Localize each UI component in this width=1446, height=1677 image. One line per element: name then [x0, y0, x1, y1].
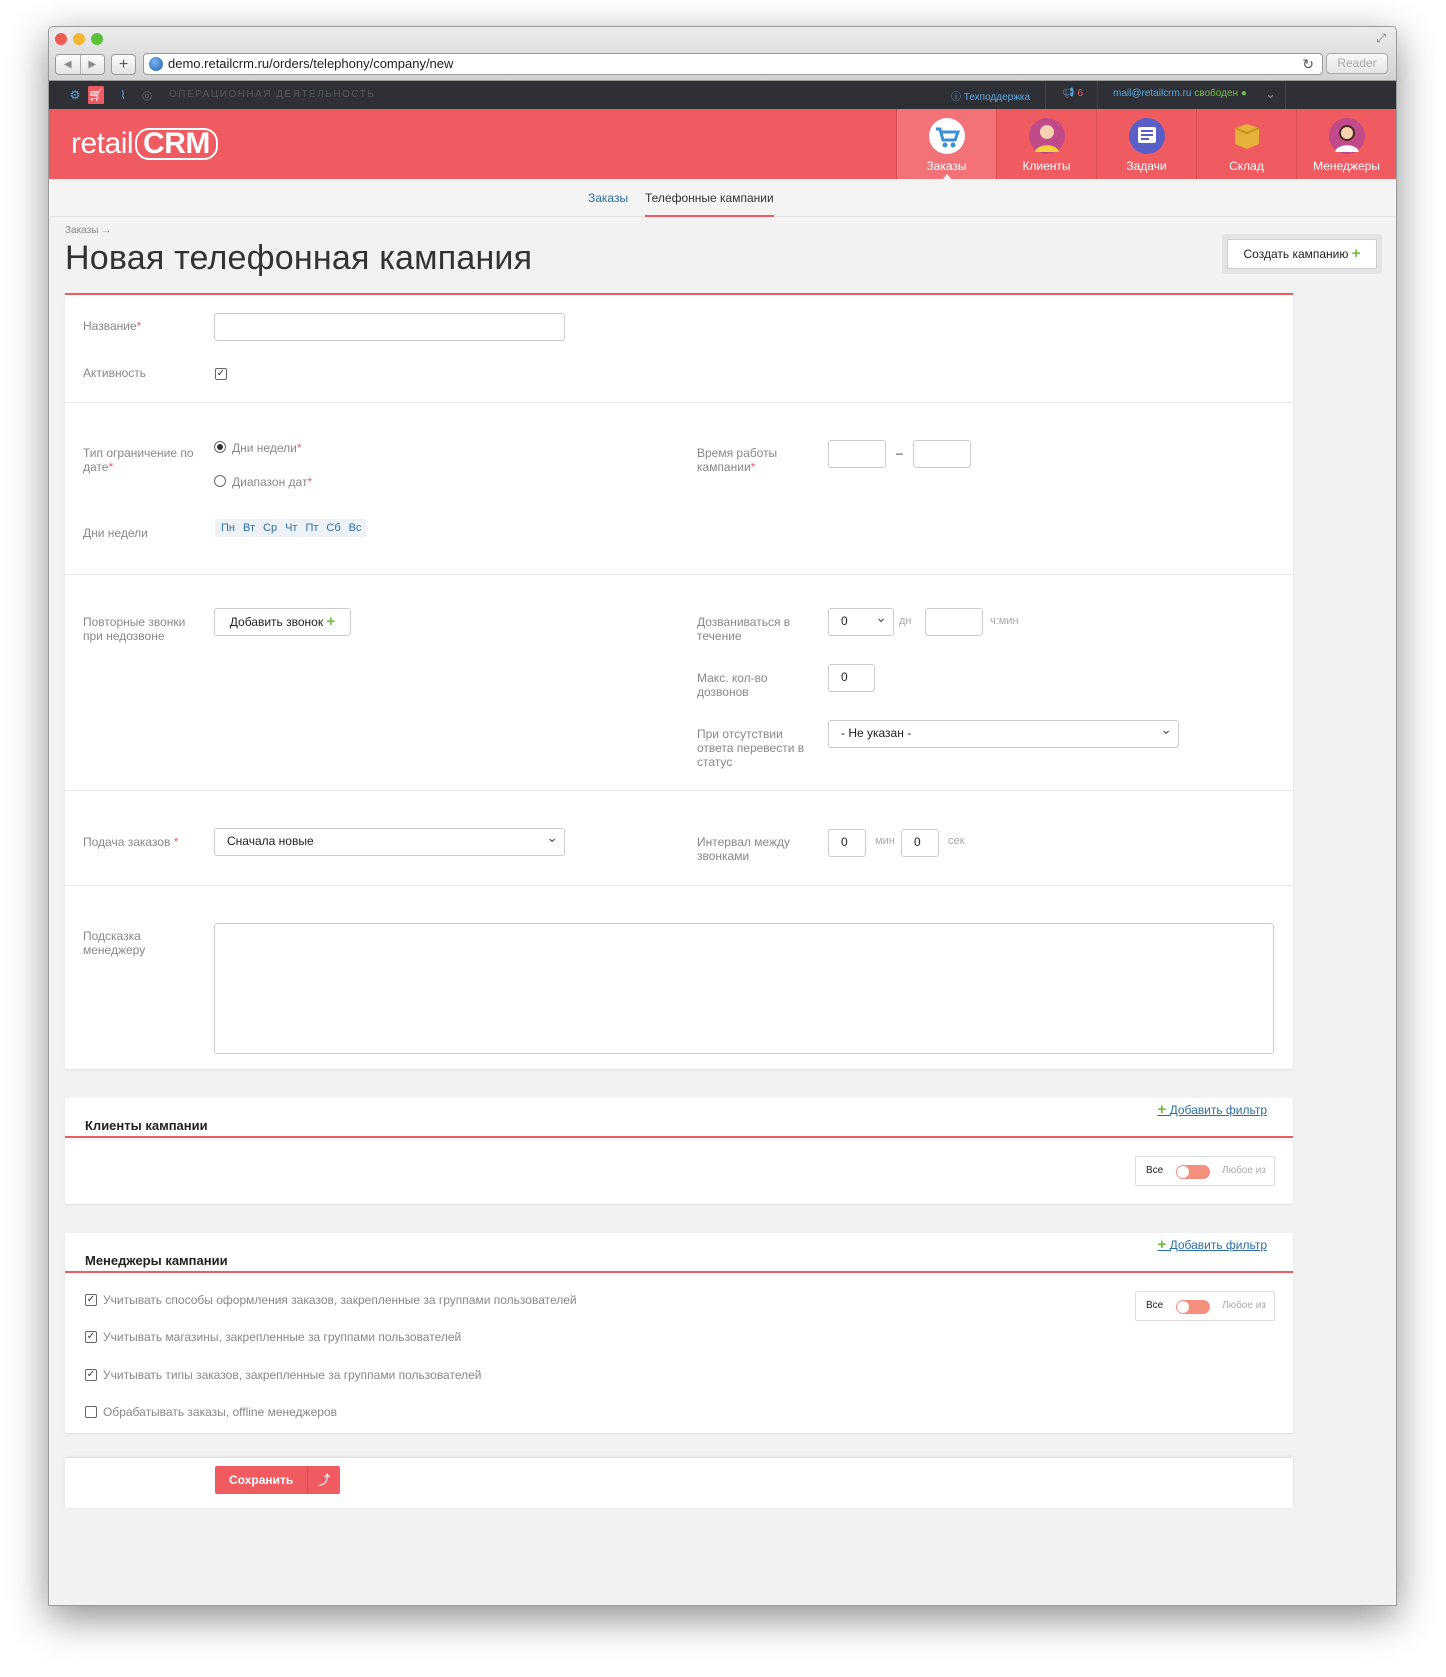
work-time-from-input[interactable]	[828, 440, 886, 468]
notifications[interactable]	[1062, 88, 1083, 99]
day-tue[interactable]: Вт	[242, 522, 255, 534]
max-calls-line2: дозвонов	[697, 685, 749, 699]
manager-icon	[1329, 118, 1365, 154]
option-label: Учитывать магазины, закрепленные за группами пользователей	[103, 1330, 462, 1344]
option-checkbox[interactable]: ✓	[86, 1294, 96, 1305]
dial-days-select[interactable]: 0 ⌄	[828, 608, 894, 636]
required-mark: *	[136, 319, 142, 333]
module-tasks[interactable]	[1096, 109, 1196, 179]
option-checkbox[interactable]	[85, 1406, 97, 1418]
page-title: Новая телефонная кампания	[65, 239, 533, 277]
repeat-calls-label	[83, 615, 185, 643]
no-answer-status-label	[697, 727, 804, 769]
max-calls-input[interactable]: 0	[828, 664, 875, 692]
day-wed[interactable]: Ср	[263, 522, 278, 534]
divider	[1285, 81, 1286, 109]
weekdays-label: Дни недели	[83, 526, 148, 540]
plus-icon: +	[1157, 1236, 1167, 1253]
module-label: Менеджеры	[1313, 159, 1380, 173]
chart-icon[interactable]: ⌇	[120, 88, 126, 102]
plus-icon: +	[326, 613, 336, 630]
cart-icon[interactable]: 🛒︎	[88, 88, 104, 102]
breadcrumb[interactable]: Заказы →	[65, 225, 112, 236]
module-nav	[896, 109, 1396, 179]
divider	[65, 790, 1293, 791]
name-label-text: Название	[83, 319, 137, 333]
active-label: Активность	[83, 366, 147, 380]
create-campaign-button[interactable]	[1227, 239, 1377, 269]
max-calls-label	[697, 671, 768, 699]
scroll-up-icon[interactable]: ⤴	[307, 1466, 340, 1494]
dial-time-input[interactable]	[925, 608, 983, 636]
target-icon[interactable]: ◎	[141, 88, 153, 102]
section-label: ОПЕРАЦИОННАЯ ДЕЯТЕЛЬНОСТЬ	[169, 89, 376, 100]
campaign-clients-section	[65, 1098, 1293, 1204]
day-sat[interactable]: Сб	[326, 522, 341, 534]
module-clients[interactable]	[996, 109, 1096, 179]
feed-label-text: Подача заказов	[83, 835, 171, 849]
feed-orders-label	[83, 835, 178, 849]
sub-navigation	[49, 179, 1396, 217]
option-label: Учитывать типы заказов, закрепленные за группами пользователей	[103, 1368, 482, 1382]
retailcrm-logo[interactable]	[71, 127, 218, 161]
history-buttons	[55, 54, 105, 75]
status-dot-icon: ●	[1240, 88, 1247, 99]
manager-hint-label	[83, 929, 145, 957]
dial-within-line1: Дозваниваться в	[697, 615, 791, 629]
unit-min: мин	[875, 835, 895, 847]
chevron-down-icon[interactable]: ⌄	[1265, 86, 1276, 101]
clients-section-title: Клиенты кампании	[85, 1118, 208, 1133]
managers-add-filter-link[interactable]	[1157, 1236, 1267, 1253]
app-topbar	[49, 81, 1396, 109]
back-button[interactable]: ◀	[56, 55, 81, 74]
required-mark: *	[173, 835, 179, 849]
user-email: mail@retailcrm.ru	[1113, 88, 1192, 99]
repeat-label-line1: Повторные звонки	[83, 615, 186, 629]
required-mark: *	[296, 441, 302, 455]
no-answer-line1: При отсутствии	[697, 727, 783, 741]
toggle-all-label: Все	[1146, 1300, 1164, 1311]
interval-sec-input[interactable]: 0	[901, 829, 939, 857]
notifications-count: 6	[1077, 88, 1084, 99]
cart-icon	[929, 118, 965, 154]
create-campaign-label: Создать кампанию	[1243, 247, 1349, 261]
save-label: Сохранить	[229, 1473, 294, 1487]
work-time-label	[697, 446, 777, 474]
fullscreen-icon[interactable]: ⤢	[1376, 31, 1386, 45]
module-label: Склад	[1229, 159, 1264, 173]
dial-within-label	[697, 615, 790, 643]
date-type-label	[83, 446, 194, 474]
managers-section-underline	[65, 1271, 1293, 1273]
module-label: Задачи	[1126, 159, 1167, 173]
person-icon	[1029, 118, 1065, 154]
name-input[interactable]	[214, 313, 565, 341]
close-window-button[interactable]	[55, 33, 67, 45]
forward-button[interactable]: ▶	[88, 59, 97, 70]
gear-icon[interactable]: ⚙	[69, 88, 81, 102]
day-mon[interactable]: Пн	[221, 522, 235, 534]
unit-days: дн	[899, 615, 912, 627]
divider	[65, 885, 1293, 886]
save-button[interactable]	[215, 1466, 340, 1494]
dial-within-line2: течение	[697, 629, 742, 643]
user-status: свободен	[1194, 88, 1239, 99]
hint-line2: менеджеру	[83, 943, 146, 957]
logo-retail: retail	[71, 127, 134, 160]
day-thu[interactable]: Чт	[285, 522, 298, 534]
module-label: Клиенты	[1022, 159, 1071, 173]
plus-icon: +	[1351, 245, 1361, 262]
app-header	[49, 109, 1396, 179]
toggle-any-label: Любое из	[1222, 1165, 1266, 1176]
url-text: demo.retailcrm.ru/orders/telephony/company/new	[168, 56, 454, 71]
work-time-label-line1: Время работы	[697, 446, 778, 460]
reload-icon[interactable]: ↻	[1302, 56, 1314, 72]
work-time-to-input[interactable]	[913, 440, 971, 468]
support-label: Техподдержка	[963, 92, 1031, 103]
subnav-telephony-campaigns[interactable]: Телефонные кампании	[645, 191, 774, 217]
add-call-label: Добавить звонок	[229, 615, 324, 629]
module-managers[interactable]	[1296, 109, 1396, 179]
work-time-label-line2: кампании	[697, 460, 751, 474]
max-calls-line1: Макс. кол-во	[697, 671, 768, 685]
managers-logic-toggle[interactable]	[1135, 1291, 1275, 1321]
managers-add-filter-label: Добавить фильтр	[1169, 1238, 1267, 1252]
work-time-dash: –	[896, 446, 903, 460]
option-label: Учитывать способы оформления заказов, закрепленные за группами пользователей	[103, 1293, 577, 1307]
repeat-label-line2: при недозвоне	[83, 629, 165, 643]
radio-weekdays-text: Дни недели	[232, 441, 297, 455]
radio-date-range-label[interactable]	[232, 475, 312, 489]
interval-min-input[interactable]: 0	[828, 829, 866, 857]
minimize-window-button[interactable]	[73, 33, 85, 45]
add-call-button[interactable]	[214, 608, 351, 636]
managers-section-title: Менеджеры кампании	[85, 1253, 228, 1268]
toggle-any-label: Любое из	[1222, 1300, 1266, 1311]
unit-sec: сек	[948, 835, 965, 847]
toggle-all-label: Все	[1146, 1165, 1164, 1176]
radio-weekdays-label[interactable]	[232, 441, 301, 455]
clients-add-filter-label: Добавить фильтр	[1169, 1103, 1267, 1117]
toggle-switch[interactable]	[1176, 1300, 1210, 1314]
save-bar	[65, 1458, 1293, 1508]
toggle-switch[interactable]	[1176, 1165, 1210, 1179]
clients-add-filter-link[interactable]	[1157, 1101, 1267, 1118]
interval-label	[697, 835, 790, 863]
create-campaign-wrapper	[1222, 234, 1382, 274]
list-icon	[1129, 118, 1165, 154]
user-menu[interactable]	[1113, 88, 1247, 99]
divider	[65, 402, 1293, 403]
browser-window	[48, 26, 1397, 1606]
no-answer-line2: ответа перевести в	[697, 741, 805, 755]
reader-button[interactable]: Reader	[1326, 53, 1388, 74]
required-mark: *	[307, 475, 313, 489]
browser-toolbar	[49, 27, 1396, 81]
radio-date-range[interactable]	[214, 475, 226, 487]
campaign-managers-section	[65, 1233, 1293, 1433]
option-label: Обрабатывать заказы, offline менеджеров	[103, 1405, 337, 1419]
date-type-label-line1: Тип ограничение по	[83, 446, 194, 460]
address-bar[interactable]	[143, 53, 1323, 75]
radio-weekdays[interactable]	[214, 441, 226, 453]
clients-section-underline	[65, 1136, 1293, 1138]
required-mark: *	[750, 460, 756, 474]
day-fri[interactable]: Пт	[305, 522, 319, 534]
divider	[1097, 81, 1098, 109]
feed-orders-select[interactable]: Сначала новые ⌄	[214, 828, 565, 856]
unit-hhmm: ч:мин	[990, 615, 1019, 627]
weekday-selector	[215, 519, 367, 537]
campaign-form	[65, 295, 1293, 1069]
no-answer-line3: статус	[697, 755, 733, 769]
day-sun[interactable]: Вс	[348, 522, 362, 534]
globe-icon	[149, 57, 163, 71]
logo-crm: CRM	[135, 128, 218, 160]
divider	[1045, 81, 1046, 109]
support-link[interactable]: ⓘ Техподдержка	[951, 92, 1031, 103]
active-checkbox[interactable]: ✓	[216, 368, 226, 379]
module-orders[interactable]	[896, 109, 996, 179]
no-answer-status-select[interactable]: - Не указан - ⌄	[828, 720, 1179, 748]
clients-logic-toggle[interactable]	[1135, 1156, 1275, 1186]
option-checkbox[interactable]: ✓	[86, 1369, 96, 1380]
box-icon	[1229, 118, 1265, 154]
date-type-label-line2: дате	[83, 460, 109, 474]
interval-line1: Интервал между	[697, 835, 791, 849]
hint-line1: Подсказка	[83, 929, 141, 943]
manager-hint-textarea[interactable]	[214, 923, 1274, 1054]
new-tab-button[interactable]: +	[111, 54, 136, 75]
name-label	[83, 319, 141, 333]
zoom-window-button[interactable]	[91, 33, 103, 45]
plus-icon: +	[1157, 1101, 1167, 1118]
divider	[65, 574, 1293, 575]
module-label: Заказы	[926, 159, 967, 173]
interval-line2: звонками	[697, 849, 750, 863]
subnav-orders[interactable]: Заказы	[588, 191, 629, 205]
option-checkbox[interactable]: ✓	[86, 1331, 96, 1342]
megaphone-icon: 📢︎	[1062, 88, 1075, 99]
radio-range-text: Диапазон дат	[232, 475, 308, 489]
required-mark: *	[108, 460, 114, 474]
module-warehouse[interactable]	[1196, 109, 1296, 179]
